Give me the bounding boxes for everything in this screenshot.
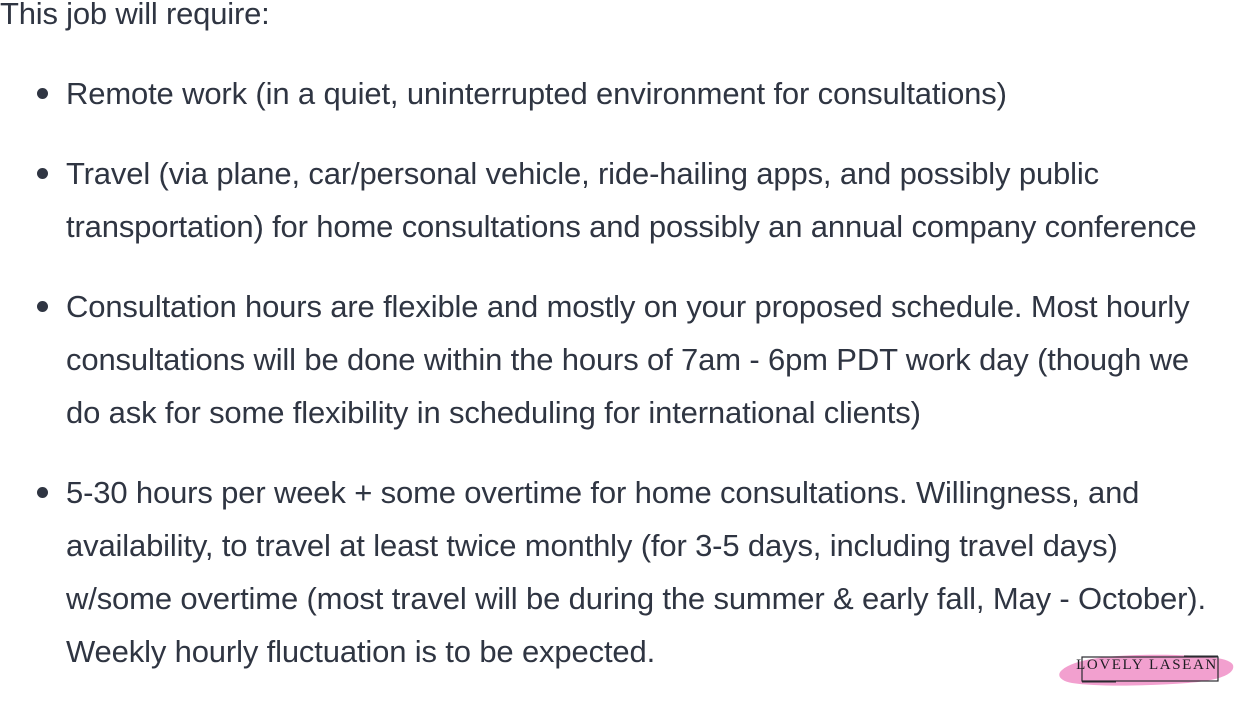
requirements-list — [0, 67, 1242, 705]
requirement-text: Remote work (in a quiet, uninterrupted environment for consultations) — [66, 76, 1007, 111]
bullet-icon — [37, 168, 48, 179]
requirement-weekly-hours — [0, 466, 1242, 678]
section-intro: This job will require: — [0, 0, 270, 31]
watermark-text: LOVELY LASEAN — [1076, 657, 1218, 673]
requirement-consultation-hours — [0, 280, 1242, 439]
bullet-icon — [37, 88, 48, 99]
requirement-text: 5-30 hours per week + some overtime for home consultations. Willingness, and availability, to travel at least twice monthly (for 3-5 days, including travel days) w/some overtime (most travel will be during the summer & early fall, May - October). Weekly hourly fluctuation is to be expected. — [66, 475, 1206, 669]
requirement-travel — [0, 147, 1242, 253]
bullet-icon — [37, 301, 48, 312]
requirement-remote-work — [0, 67, 1242, 120]
bullet-icon — [37, 487, 48, 498]
requirement-text: Travel (via plane, car/personal vehicle, ride-hailing apps, and possibly public transportation) for home consultations and possibly an annual company conference — [66, 156, 1197, 244]
watermark-logo — [1058, 646, 1236, 692]
requirement-text: Consultation hours are flexible and mostly on your proposed schedule. Most hourly consultations will be done within the hours of 7am - 6pm PDT work day (though we do ask for some flexibility in scheduling for international clients) — [66, 289, 1190, 430]
